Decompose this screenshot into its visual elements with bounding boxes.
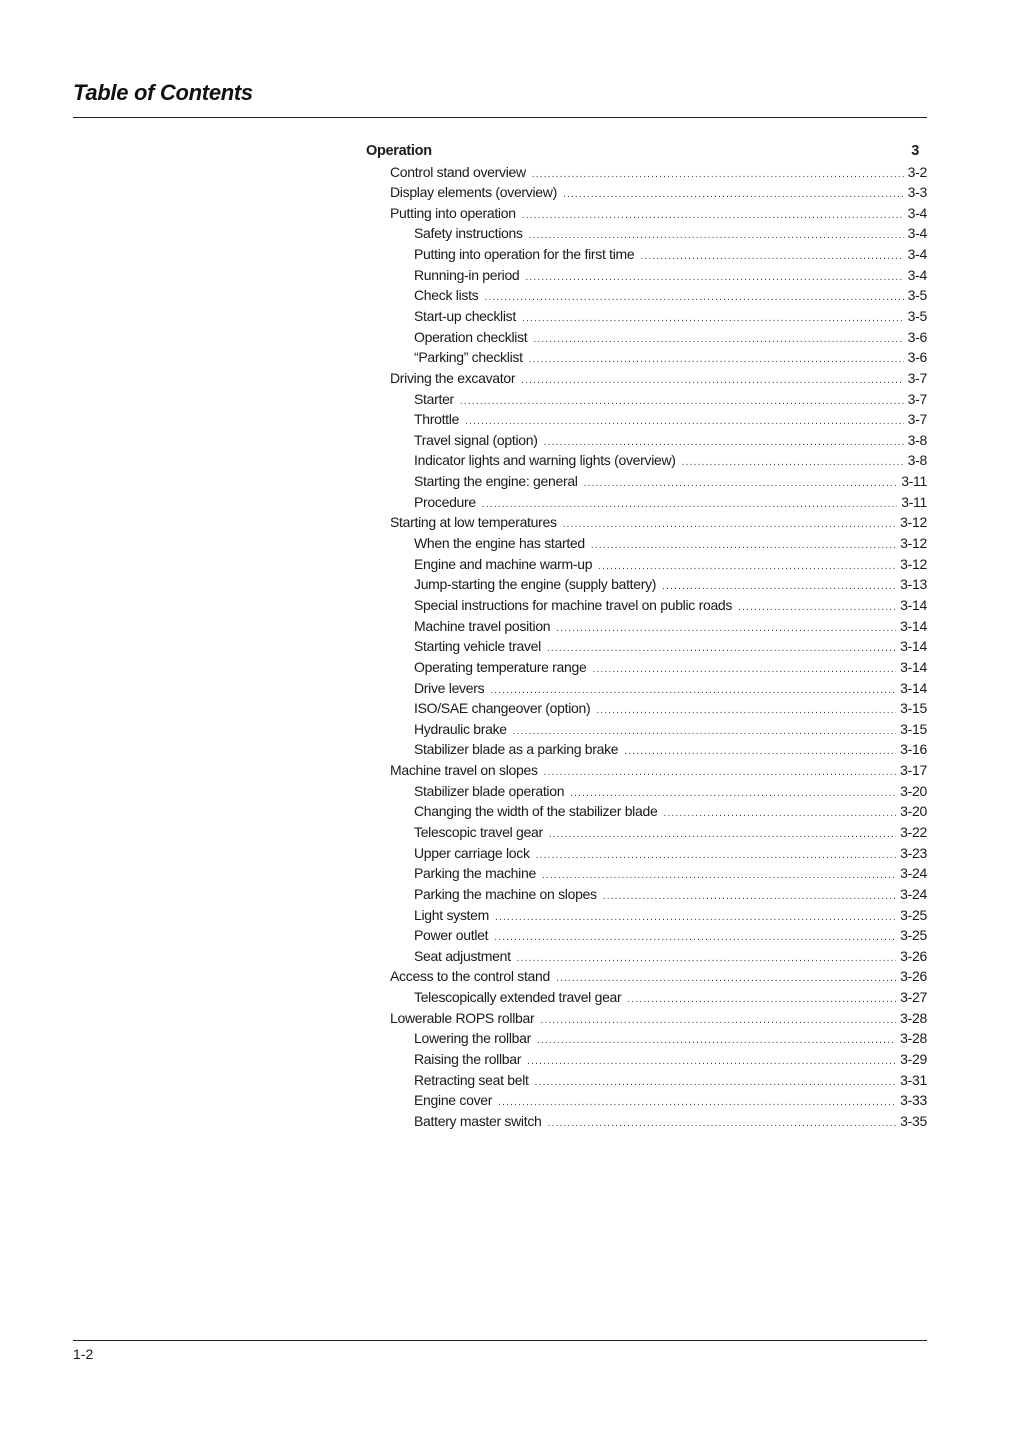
toc-dot-leader — [525, 272, 903, 283]
toc-dot-leader — [662, 581, 896, 592]
toc-dot-leader — [563, 189, 904, 200]
toc-entry-label: Display elements (overview) — [390, 184, 557, 201]
toc-entry[interactable] — [366, 205, 927, 226]
toc-section-label: Operation — [366, 143, 432, 159]
toc-entry[interactable] — [366, 618, 927, 639]
toc-entry-label: Access to the control stand — [390, 968, 550, 985]
toc-entry-label: Safety instructions — [414, 225, 523, 242]
toc-entry[interactable] — [366, 411, 927, 432]
toc-entry-page: 3-4 — [907, 225, 927, 242]
toc-entry-page: 3-11 — [901, 493, 927, 510]
toc-dot-leader — [624, 746, 896, 757]
toc-section-heading[interactable] — [366, 143, 927, 164]
toc-entry-label: “Parking” checklist — [414, 349, 523, 366]
toc-entry-label: Machine travel position — [414, 617, 551, 634]
toc-entry-label: Starting at low temperatures — [390, 514, 557, 531]
toc-dot-leader — [521, 375, 903, 386]
toc-entry[interactable] — [366, 907, 927, 928]
toc-entry-page: 3-23 — [900, 844, 927, 861]
toc-entry-label: Seat adjustment — [414, 947, 511, 964]
toc-dot-leader — [544, 437, 904, 448]
toc-entry[interactable] — [366, 824, 927, 845]
toc-entry[interactable] — [366, 246, 927, 267]
toc-entry-label: Start-up checklist — [414, 307, 516, 324]
toc-entry-page: 3-25 — [900, 927, 927, 944]
toc-entry-label: Parking the machine on slopes — [414, 885, 597, 902]
page-number: 1-2 — [73, 1346, 94, 1362]
toc-entry[interactable] — [366, 1072, 927, 1093]
toc-entry-label: Engine and machine warm-up — [414, 555, 593, 572]
table-of-contents — [366, 143, 927, 1134]
toc-entry[interactable] — [366, 968, 927, 989]
toc-entry[interactable] — [366, 1113, 927, 1134]
toc-entry-page: 3-5 — [907, 287, 927, 304]
toc-entry-page: 3-22 — [900, 824, 927, 840]
toc-entry-page: 3-29 — [900, 1051, 927, 1068]
toc-entry[interactable] — [366, 1010, 927, 1031]
toc-entry-page: 3-12 — [900, 535, 927, 552]
toc-entry-label: Hydraulic brake — [414, 720, 507, 737]
toc-dot-leader — [544, 767, 897, 778]
toc-dot-leader — [513, 726, 896, 737]
toc-entry-label: Machine travel on slopes — [390, 762, 538, 779]
toc-dot-leader — [547, 643, 896, 654]
toc-entry[interactable] — [366, 576, 927, 597]
toc-entry[interactable] — [366, 225, 927, 246]
toc-entry[interactable] — [366, 597, 927, 618]
toc-dot-leader — [484, 292, 903, 303]
toc-entry[interactable] — [366, 659, 927, 680]
toc-dot-leader — [549, 829, 896, 840]
toc-entry-label: Power outlet — [414, 927, 489, 944]
footer-divider — [73, 1340, 927, 1341]
toc-dot-leader — [494, 932, 896, 943]
toc-entry[interactable] — [366, 287, 927, 308]
toc-entry-label: Drive levers — [414, 679, 485, 696]
toc-entry-label: Upper carriage lock — [414, 844, 530, 861]
toc-dot-leader — [548, 1118, 897, 1129]
toc-entry-page: 3-4 — [907, 204, 927, 221]
toc-entry-page: 3-2 — [907, 163, 927, 180]
toc-entry-page: 3-7 — [907, 411, 927, 428]
toc-dot-leader — [591, 540, 896, 551]
title-divider — [73, 117, 927, 118]
toc-entry-label: Starting the engine: general — [414, 473, 578, 490]
toc-dot-leader — [490, 685, 896, 696]
toc-entry-page: 3-25 — [900, 906, 927, 923]
toc-entry-page: 3-13 — [900, 576, 927, 593]
toc-entry[interactable] — [366, 349, 927, 370]
toc-entry[interactable] — [366, 680, 927, 701]
toc-entry-label: Control stand overview — [390, 163, 526, 180]
toc-entry-page: 3-26 — [900, 947, 927, 964]
toc-dot-leader — [542, 870, 896, 881]
toc-entry-label: Engine cover — [414, 1092, 493, 1109]
toc-dot-leader — [556, 973, 896, 984]
toc-entry[interactable] — [366, 535, 927, 556]
toc-entry-label: When the engine has started — [414, 535, 585, 552]
toc-entry-label: Stabilizer blade as a parking brake — [414, 741, 619, 758]
toc-entry[interactable] — [366, 638, 927, 659]
toc-entry-page: 3-11 — [901, 473, 927, 490]
toc-entry[interactable] — [366, 452, 927, 473]
toc-entry-page: 3-7 — [907, 369, 927, 386]
toc-entry[interactable] — [366, 1030, 927, 1051]
toc-entry-label: Starting vehicle travel — [414, 638, 541, 655]
toc-entry-page: 3-35 — [900, 1112, 927, 1129]
toc-dot-leader — [596, 705, 896, 716]
toc-entry-page: 3-14 — [900, 679, 927, 696]
toc-dot-leader — [640, 251, 903, 262]
toc-entry-label: Putting into operation — [390, 204, 516, 221]
toc-entry-label: Raising the rollbar — [414, 1051, 522, 1068]
toc-dot-leader — [465, 416, 904, 427]
toc-entry-page: 3-28 — [900, 1030, 927, 1047]
toc-dot-leader — [460, 396, 904, 407]
toc-dot-leader — [536, 850, 896, 861]
toc-entry[interactable] — [366, 164, 927, 185]
toc-entry-label: Special instructions for machine travel on public roads — [414, 596, 733, 613]
toc-entry-label: Check lists — [414, 287, 479, 304]
toc-entry-label: Procedure — [414, 493, 476, 510]
toc-entry-page: 3-14 — [900, 596, 927, 613]
toc-dot-leader — [663, 808, 896, 819]
toc-entry[interactable] — [366, 494, 927, 515]
toc-entry-label: Lowerable ROPS rollbar — [390, 1009, 535, 1026]
toc-entry[interactable] — [366, 803, 927, 824]
toc-entry-page: 3-7 — [907, 390, 927, 407]
toc-entry[interactable] — [366, 556, 927, 577]
toc-entry[interactable] — [366, 700, 927, 721]
toc-entry[interactable] — [366, 329, 927, 350]
toc-entry-page: 3-15 — [900, 700, 927, 717]
toc-entry-page: 3-20 — [900, 803, 927, 820]
page-title: Table of Contents — [73, 80, 253, 105]
toc-dot-leader — [527, 1056, 896, 1067]
toc-entry[interactable] — [366, 308, 927, 329]
toc-dot-leader — [563, 519, 896, 530]
toc-entry[interactable] — [366, 783, 927, 804]
toc-entry-page: 3-28 — [900, 1009, 927, 1026]
toc-entry-label: Retracting seat belt — [414, 1071, 529, 1088]
toc-entry-page: 3-3 — [907, 184, 927, 201]
toc-entry[interactable] — [366, 865, 927, 886]
toc-entry-page: 3-20 — [900, 782, 927, 799]
toc-entry[interactable] — [366, 432, 927, 453]
toc-dot-leader — [495, 912, 896, 923]
toc-entry-page: 3-6 — [907, 349, 927, 366]
toc-section-page: 3 — [911, 143, 919, 159]
toc-dot-leader — [537, 1035, 896, 1046]
toc-entry-page: 3-4 — [907, 246, 927, 263]
toc-dot-leader — [682, 457, 904, 468]
toc-entry-label: Travel signal (option) — [414, 431, 538, 448]
toc-entry-page: 3-26 — [900, 968, 927, 985]
toc-entry-page: 3-31 — [900, 1071, 927, 1088]
toc-entry-label: Driving the excavator — [390, 369, 516, 386]
toc-entry-page: 3-8 — [907, 431, 927, 448]
toc-dot-leader — [532, 169, 904, 180]
toc-entry-page: 3-14 — [900, 617, 927, 634]
toc-entry-page: 3-24 — [900, 865, 927, 882]
toc-entry[interactable] — [366, 473, 927, 494]
toc-entry-label: Running-in period — [414, 266, 520, 283]
toc-dot-leader — [522, 313, 904, 324]
toc-entry[interactable] — [366, 927, 927, 948]
toc-entry-label: ISO/SAE changeover (option) — [414, 700, 591, 717]
toc-entry-label: Putting into operation for the first time — [414, 246, 635, 263]
toc-entry[interactable] — [366, 514, 927, 535]
toc-entry-label: Changing the width of the stabilizer blade — [414, 803, 658, 820]
toc-dot-leader — [498, 1097, 896, 1108]
toc-entry-label: Jump-starting the engine (supply battery) — [414, 576, 657, 593]
toc-dot-leader — [535, 1077, 897, 1088]
toc-dot-leader — [584, 478, 898, 489]
toc-entry-label: Starter — [414, 390, 454, 407]
toc-entry-label: Throttle — [414, 411, 460, 428]
toc-entry-label: Battery master switch — [414, 1112, 542, 1129]
toc-entry-label: Lowering the rollbar — [414, 1030, 531, 1047]
toc-entry[interactable] — [366, 721, 927, 742]
toc-entry-label: Parking the machine — [414, 865, 536, 882]
toc-entry[interactable] — [366, 948, 927, 969]
toc-entry-page: 3-17 — [900, 762, 927, 779]
toc-entry[interactable] — [366, 267, 927, 288]
toc-entry-page: 3-33 — [900, 1092, 927, 1109]
toc-dot-leader — [570, 788, 896, 799]
toc-entry-page: 3-6 — [907, 328, 927, 345]
toc-dot-leader — [627, 994, 896, 1005]
toc-dot-leader — [529, 354, 904, 365]
toc-entry[interactable] — [366, 741, 927, 762]
toc-dot-leader — [517, 953, 896, 964]
toc-entry[interactable] — [366, 1051, 927, 1072]
toc-entry[interactable] — [366, 184, 927, 205]
toc-entry[interactable] — [366, 989, 927, 1010]
toc-entry[interactable] — [366, 1092, 927, 1113]
toc-entry[interactable] — [366, 370, 927, 391]
toc-entry-label: Telescopic travel gear — [414, 824, 543, 840]
toc-dot-leader — [533, 334, 903, 345]
toc-dot-leader — [482, 499, 897, 510]
toc-entry-label: Indicator lights and warning lights (overview) — [414, 452, 676, 469]
toc-entry-page: 3-14 — [900, 638, 927, 655]
toc-entry[interactable] — [366, 762, 927, 783]
toc-dot-leader — [540, 1015, 896, 1026]
toc-entry-page: 3-8 — [907, 452, 927, 469]
toc-entry-page: 3-14 — [900, 658, 927, 675]
toc-entry[interactable] — [366, 391, 927, 412]
toc-entry-page: 3-16 — [900, 741, 927, 758]
toc-dot-leader — [592, 664, 896, 675]
toc-entry-label: Telescopically extended travel gear — [414, 989, 622, 1006]
toc-entry-label: Stabilizer blade operation — [414, 782, 565, 799]
toc-dot-leader — [522, 210, 904, 221]
toc-entry[interactable] — [366, 845, 927, 866]
toc-entry[interactable] — [366, 886, 927, 907]
toc-entry-page: 3-12 — [900, 514, 927, 531]
toc-entry-label: Operation checklist — [414, 328, 528, 345]
toc-dot-leader — [529, 230, 904, 241]
toc-dot-leader — [556, 623, 896, 634]
toc-entry-page: 3-5 — [907, 307, 927, 324]
toc-entry-page: 3-27 — [900, 989, 927, 1006]
toc-dot-leader — [598, 561, 896, 572]
toc-entry-page: 3-24 — [900, 885, 927, 902]
toc-entry-label: Light system — [414, 906, 489, 923]
toc-dot-leader — [738, 602, 896, 613]
toc-entry-label: Operating temperature range — [414, 658, 587, 675]
toc-dot-leader — [603, 891, 896, 902]
toc-entry-page: 3-12 — [900, 555, 927, 572]
toc-entry-page: 3-15 — [900, 720, 927, 737]
toc-entry-page: 3-4 — [907, 266, 927, 283]
